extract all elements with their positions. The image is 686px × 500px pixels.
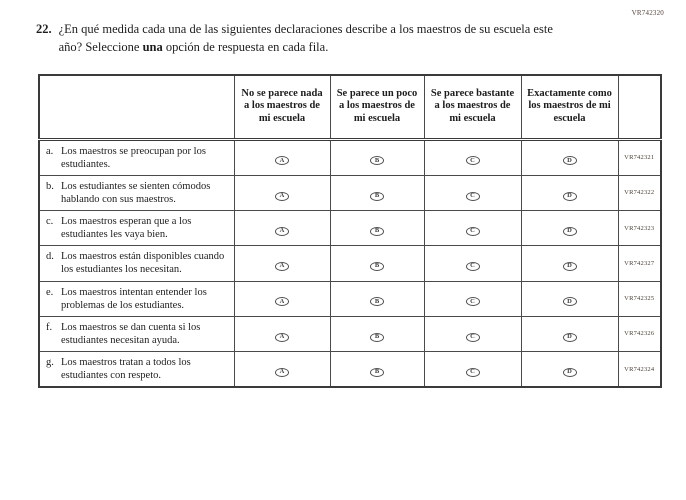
answer-bubble-c[interactable]: C: [466, 192, 480, 201]
row-letter: c.: [46, 216, 54, 227]
table-row: [39, 281, 661, 316]
statement-column-header: [39, 75, 234, 139]
answer-bubble-d[interactable]: D: [563, 333, 577, 342]
row-statement: Los maestros tratan a todos los estudiantes con respeto.: [61, 357, 191, 382]
row-code: VR742326: [618, 316, 661, 351]
row-statement: Los maestros se preocupan por los estudiantes.: [61, 145, 206, 170]
row-letter: b.: [46, 180, 54, 192]
row-statement: Los maestros intentan entender los problemas de los estudiantes.: [61, 286, 207, 311]
answer-bubble-d[interactable]: D: [563, 227, 577, 236]
answer-bubble-b[interactable]: B: [370, 192, 384, 201]
row-letter: e.: [46, 286, 54, 298]
answer-bubble-b[interactable]: B: [370, 227, 384, 236]
row-code: VR742327: [618, 246, 661, 281]
answer-bubble-d[interactable]: D: [563, 368, 577, 377]
row-letter: a.: [46, 145, 54, 157]
column-header-exactamente: Exactamente como los maestros de mi escuela: [521, 75, 618, 139]
row-letter: f.: [46, 321, 53, 333]
table-row: [39, 246, 661, 281]
table-row: [39, 139, 661, 175]
answer-bubble-d[interactable]: D: [563, 156, 577, 165]
row-code: VR742321: [618, 139, 661, 175]
row-statement: Los maestros esperan que a los estudiantes les vaya bien.: [61, 216, 192, 241]
table-header-row: [39, 75, 661, 139]
row-statement: Los estudiantes se sienten cómodos hablando con sus maestros.: [61, 180, 211, 205]
answer-bubble-a[interactable]: A: [275, 227, 289, 236]
form-code: VR742320: [631, 9, 664, 17]
table-row: [39, 316, 661, 351]
row-statement: Los maestros están disponibles cuando los estudiantes los necesitan.: [61, 251, 225, 276]
column-header-bastante: Se parece bastante a los maestros de mi escuela: [424, 75, 521, 139]
question-text-end: opción de respuesta en cada fila.: [162, 39, 329, 54]
answer-bubble-c[interactable]: C: [466, 262, 480, 271]
row-code: VR742323: [618, 211, 661, 246]
code-column-header: [618, 75, 661, 139]
table-row: [39, 175, 661, 210]
answer-bubble-b[interactable]: B: [370, 262, 384, 271]
question-number: 22.: [36, 22, 52, 36]
question-text: [59, 21, 564, 57]
answer-bubble-c[interactable]: C: [466, 333, 480, 342]
answer-bubble-a[interactable]: A: [275, 156, 289, 165]
question-text-bold: una: [142, 39, 163, 54]
response-matrix-table: [38, 74, 662, 388]
question-text-start: ¿En qué medida cada una de las siguientes declaraciones describe a los maestros de su escuela este año? Seleccione: [58, 22, 553, 54]
answer-bubble-a[interactable]: A: [275, 368, 289, 377]
answer-bubble-a[interactable]: A: [275, 192, 289, 201]
row-letter: g.: [46, 357, 54, 368]
table-row: [39, 211, 661, 246]
column-header-un-poco: Se parece un poco a los maestros de mi escuela: [330, 75, 424, 139]
row-letter: d.: [46, 251, 54, 263]
row-statement: Los maestros se dan cuenta si los estudiantes necesitan ayuda.: [61, 321, 201, 346]
answer-bubble-c[interactable]: C: [466, 156, 480, 165]
answer-bubble-b[interactable]: B: [370, 156, 384, 165]
answer-bubble-b[interactable]: B: [370, 333, 384, 342]
answer-bubble-b[interactable]: B: [370, 297, 384, 306]
row-code: VR742322: [618, 175, 661, 210]
answer-bubble-a[interactable]: A: [275, 333, 289, 342]
answer-bubble-c[interactable]: C: [466, 297, 480, 306]
answer-bubble-c[interactable]: C: [466, 227, 480, 236]
table-row: [39, 352, 661, 388]
answer-bubble-d[interactable]: D: [563, 262, 577, 271]
answer-bubble-a[interactable]: A: [275, 297, 289, 306]
answer-bubble-a[interactable]: A: [275, 262, 289, 271]
column-header-nada: No se parece nada a los maestros de mi escuela: [234, 75, 330, 139]
row-code: VR742325: [618, 281, 661, 316]
question-block: [36, 21, 596, 57]
answer-bubble-b[interactable]: B: [370, 368, 384, 377]
answer-bubble-d[interactable]: D: [563, 192, 577, 201]
row-code: VR742324: [618, 352, 661, 388]
answer-bubble-d[interactable]: D: [563, 297, 577, 306]
answer-bubble-c[interactable]: C: [466, 368, 480, 377]
